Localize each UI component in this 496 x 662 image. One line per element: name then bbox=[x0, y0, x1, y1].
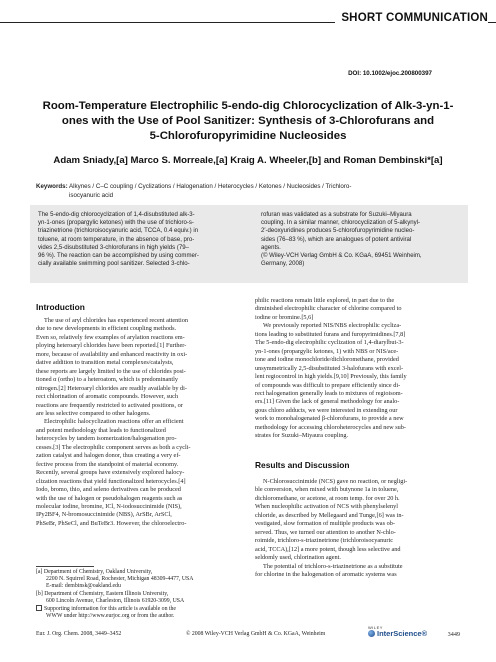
body-line: diminished electrophilic character of chlorine compared to bbox=[255, 305, 402, 313]
logo-main-text: InterScience® bbox=[377, 629, 428, 638]
body-line: lent regiocontrol in high yields.[9,10] Previously, this family bbox=[255, 373, 407, 381]
body-line: When nucleophilic activation of NCS with phenylselenyl bbox=[255, 503, 399, 511]
abstract-line: cially available swimming pool sanitizer. Selected 3-chlo- bbox=[38, 261, 190, 268]
abstract-right-column bbox=[261, 211, 463, 268]
keywords bbox=[36, 182, 468, 200]
supporting-info-icon bbox=[36, 605, 42, 611]
body-line: tioned α (ortho) to a heteroatom, which is predominantly bbox=[36, 376, 178, 384]
abstract-line: rofuran was validated as a substrate for Suzuki–Miyaura bbox=[261, 212, 412, 218]
footer-copyright: © 2008 Wiley-VCH Verlag GmbH & Co. KGaA, Weinheim bbox=[186, 631, 326, 637]
body-line: N-Chlorosuccinimide (NCS) gave no reaction, or negligi- bbox=[263, 478, 408, 485]
body-line: served. Thus, we turned our attention to another N-chlo- bbox=[255, 528, 396, 536]
authors: Adam Sniady,[a] Marco S. Morreale,[a] Kraig A. Wheeler,[b] and Roman Dembinski*[a] bbox=[53, 155, 443, 166]
body-line: strates for Suzuki–Miyaura coupling. bbox=[255, 432, 349, 440]
section-heading-introduction: Introduction bbox=[36, 302, 85, 312]
footnote-line: 2200 N. Squirrel Road, Rochester, Michigan 48309-4477, USA bbox=[46, 576, 194, 583]
body-line: tions leading to substituted furans and furopyrimidines.[7,8] bbox=[255, 330, 406, 338]
body-line: ers.[11] Given the lack of general methodology for analo- bbox=[255, 398, 400, 406]
body-line: chloride, as described by Mellegaard and Tunge,[6] was in- bbox=[255, 511, 404, 519]
body-line: tone and iodine monochloride/dichloromethane, provided bbox=[255, 356, 399, 364]
supporting-info-text: Supporting information for this article is available on the bbox=[44, 606, 177, 613]
logo-wiley-text: WILEY bbox=[368, 625, 383, 630]
body-line: ploying heteroaryl chlorides have been reported.[1] Further- bbox=[36, 342, 187, 350]
footnote-rule bbox=[36, 566, 94, 567]
body-line: are less selective compared to other halogens. bbox=[36, 409, 151, 417]
body-line: gous chloro adducts, we were interested in extending our bbox=[255, 406, 398, 414]
abstract-line: sides (76–83 %), which are analogues of potent antiviral bbox=[261, 236, 412, 243]
body-line: seldomly used, chlorination agent. bbox=[255, 554, 341, 562]
body-line: The 5-endo-dig electrophilic cyclization of 1,4-diarylbut-3- bbox=[255, 339, 404, 347]
footnote-line: [b] Department of Chemistry, Eastern Illinois University, bbox=[36, 590, 169, 597]
abstract-line: agents. bbox=[261, 244, 281, 251]
body-line: work to monohalogenated β-chlorofurans, to provide a new bbox=[255, 415, 404, 423]
body-line: methodology for accessing chloroheterocycles and new sub- bbox=[255, 423, 406, 431]
body-left-column bbox=[36, 317, 241, 528]
supporting-info-link[interactable]: WWW under http://www.eurjoc.org or from the author. bbox=[46, 613, 175, 620]
title-line: ones with the Use of Pool Sanitizer: Synthesis of 3-Chlorofurans and bbox=[61, 114, 435, 127]
body-line: with the use of halogen or pseudohalogen reagents such as bbox=[36, 494, 183, 502]
body-line: more, because of availability and enhanced reactivity in oxi- bbox=[36, 350, 188, 358]
body-line: these reports are largely limited to the use of chlorides posi- bbox=[36, 367, 186, 375]
body-line: vestigated, slow formation of multiple products was ob- bbox=[255, 520, 395, 528]
abstract-line: (© Wiley-VCH Verlag GmbH & Co. KGaA, 69451 Weinheim, bbox=[261, 253, 422, 260]
abstract-line: triazinetrione (trichloroisocyanuric acid, TCCA, 0.4 equiv.) in bbox=[38, 228, 199, 235]
body-right-column-top bbox=[255, 297, 461, 441]
body-line: and potent methodology that leads to functionalized bbox=[36, 426, 166, 434]
body-line: zation catalyst and halogen donor, thus creating a very ef- bbox=[36, 452, 181, 460]
abstract-line: vides 2,5-disubstituted 3-chlorofurans in high yields (79– bbox=[38, 244, 189, 251]
footnotes bbox=[36, 569, 241, 620]
body-line: We previously reported NIS/NBS electrophilic cycliza- bbox=[263, 322, 402, 330]
body-line: heterocycles by tandem isomerization/halogenation pro- bbox=[36, 435, 177, 443]
section-heading-results: Results and Discussion bbox=[255, 460, 350, 470]
abstract-line: 96 %). The reaction can be accomplished by using commer- bbox=[38, 253, 199, 260]
body-line: Even so, relatively few examples of arylation reactions em- bbox=[36, 333, 185, 341]
body-line: rect halogenation generally leads to mixtures of regioisom- bbox=[255, 389, 403, 397]
body-line: reactions are frequently restricted to activated positions, or bbox=[36, 401, 183, 409]
abstract-left-column bbox=[38, 211, 243, 268]
body-line: The use of aryl chlorides has experienced recent attention bbox=[44, 317, 189, 324]
body-line: philic reactions remain little explored, in part due to the bbox=[255, 297, 395, 304]
doi[interactable]: DOI: 10.1002/ejoc.200800397 bbox=[348, 70, 432, 77]
body-line: yn-1-ones (propargylic ketones, 1) with NBS or NIS/ace- bbox=[255, 347, 399, 355]
footnote-line: 600 Lincoln Avenue, Charleston, Illinois 61920-3099, USA bbox=[46, 597, 185, 604]
abstract-line: yn-1-ones (propargylic ketones) with the use of trichloro-s- bbox=[38, 220, 194, 227]
body-line: unsymmetrically 2,5-disubstituted 3-halofurans with excel- bbox=[255, 364, 404, 372]
globe-icon bbox=[368, 630, 375, 637]
page-number: 3449 bbox=[447, 631, 460, 638]
footnote-line: [a] Department of Chemistry, Oakland University, bbox=[36, 569, 153, 575]
abstract-line: Germany, 2008) bbox=[261, 261, 305, 268]
title-line: 5-Chlorofuropyrimidine Nucleosides bbox=[149, 129, 347, 142]
journal-citation: Eur. J. Org. Chem. 2008, 3449–3452 bbox=[36, 631, 122, 637]
title-line: Room-Temperature Electrophilic 5-endo-dig Chlorocyclization of Alk-3-yn-1- bbox=[42, 100, 454, 112]
body-line: Recently, several groups have extensively explored halocy- bbox=[36, 469, 185, 477]
body-line: cesses.[3] The electrophilic component serves as both a cycli- bbox=[36, 443, 191, 451]
abstract bbox=[30, 205, 468, 283]
body-line: fective process from the standpoint of material economy. bbox=[36, 460, 179, 468]
body-line: for chlorine in the halogenation of aromatic systems was bbox=[255, 570, 397, 578]
body-line: clization reactions that yield functionalized heterocycles.[4] bbox=[36, 477, 186, 485]
interscience-logo[interactable] bbox=[368, 625, 427, 638]
section-label: SHORT COMMUNICATION bbox=[335, 12, 488, 24]
body-line: iodine or bromine.[5,6] bbox=[255, 313, 314, 321]
body-line: Iodo, bromo, thio, and seleno derivatives can be produced bbox=[36, 486, 181, 494]
keywords-text: Alkynes / C–C coupling / Cyclizations / Halogenation / Heterocycles / Ketones / Nucleosides / Trichloro- bbox=[69, 183, 352, 190]
logo-interscience-text bbox=[368, 630, 427, 638]
body-line: dichloromethane, or acetone, at room temp. for over 20 h. bbox=[255, 494, 400, 502]
body-line: IPy2BF4, N-bromosuccinimide (NBS), ArSBr, ArSCl, bbox=[36, 511, 172, 519]
body-line: PhSeBr, PhSeCl, and BuTeBr3. However, the chloroelectro- bbox=[36, 519, 187, 527]
body-line: roimide, trichloro-s-triazinetrione (trichloroisocyanuric bbox=[255, 537, 393, 545]
supporting-info-line bbox=[36, 605, 241, 613]
body-line: dative addition to transition metal complexes/catalysts, bbox=[36, 359, 174, 367]
abstract-line: The 5-endo-dig chlorocyclization of 1,4-disubstituted alk-3- bbox=[38, 212, 195, 218]
body-line: nitrogen.[2] Heteroaryl chlorides are readily available by di- bbox=[36, 384, 187, 392]
keywords-line bbox=[36, 182, 468, 191]
body-line: due to new developments in efficient coupling methods. bbox=[36, 325, 177, 333]
keywords-label: Keywords: bbox=[36, 183, 68, 190]
footnote-email[interactable]: E-mail: dembinsk@oakland.edu bbox=[46, 583, 121, 590]
body-line: acid, TCCA),[12] a more potent, though less selective and bbox=[255, 545, 401, 553]
abstract-line: coupling. In a similar manner, chlorocyclization of 5-alkynyl- bbox=[261, 220, 420, 227]
abstract-line: 2′-deoxyuridines produces 5-chlorofuropyrimidine nucleo- bbox=[261, 228, 415, 235]
body-line: The potential of trichloro-s-triazinetrione as a substitute bbox=[263, 562, 403, 570]
body-right-column-bottom bbox=[255, 478, 461, 579]
abstract-line: toluene, at room temperature, in the absence of base, pro- bbox=[38, 236, 195, 243]
article-title bbox=[20, 99, 476, 143]
body-line: of compounds was difficult to prepare efficiently since di- bbox=[255, 381, 401, 389]
body-line: ble conversion, when mixed with butynone 1a in toluene, bbox=[255, 486, 399, 494]
keywords-text: isocyanuric acid bbox=[69, 192, 114, 199]
body-line: molecular iodine, bromine, ICl, N-iodosuccinimide (NIS), bbox=[36, 502, 182, 510]
body-line: rect chlorination of aromatic compounds. However, such bbox=[36, 393, 179, 401]
body-line: Electrophilic halocyclization reactions offer an efficient bbox=[44, 418, 184, 426]
